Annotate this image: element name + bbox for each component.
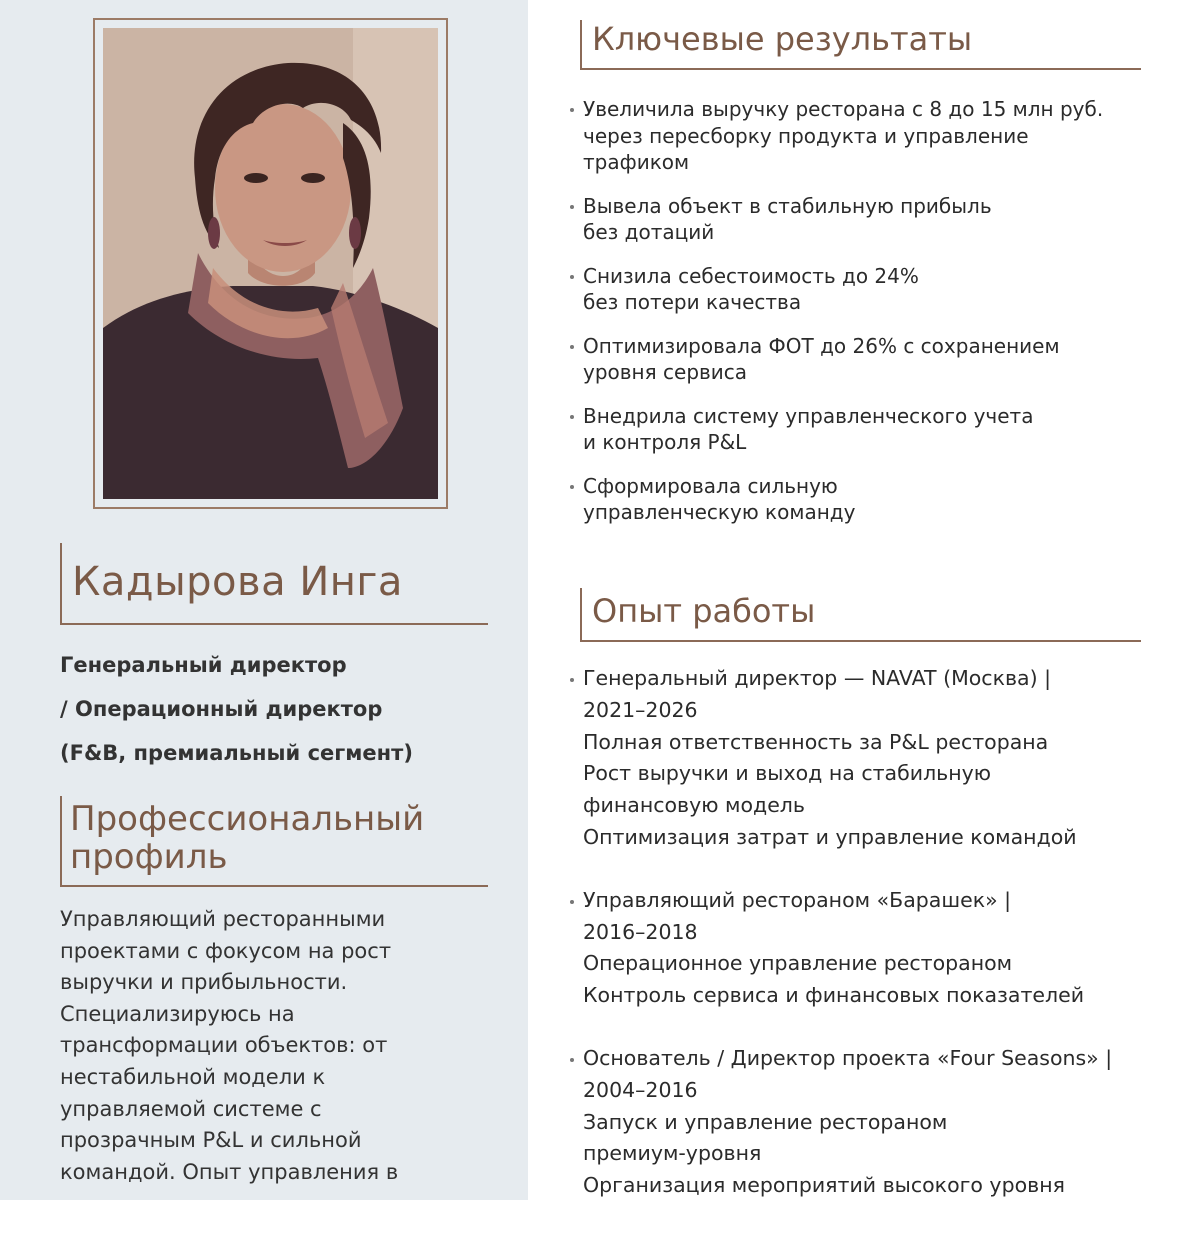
key-results-title: Ключевые результаты [592, 20, 973, 58]
result-item: Увеличила выручку ресторана с 8 до 15 млн руб. через пересборку продукта и управление трафиком [570, 96, 1170, 176]
profile-summary-line: нестабильной модели к [60, 1064, 326, 1089]
professional-profile-title: Профессиональный профиль [70, 799, 425, 877]
result-item: Внедрила систему управленческого учета и контроля P&L [570, 403, 1170, 456]
portrait-frame [93, 18, 448, 509]
profile-summary-line: Специализируюсь на [60, 1001, 295, 1026]
work-experience-list [570, 663, 1190, 1233]
experience-item: Управляющий рестораном «Барашек» | 2016–2018 Операционное управление рестораном Контроль сервиса и финансовых показателей [570, 885, 1190, 1012]
bullet-icon [570, 900, 574, 904]
bullet-icon [570, 678, 574, 682]
key-results-heading [580, 20, 1141, 70]
bullet-icon [570, 415, 574, 419]
portrait-photo [103, 28, 438, 499]
professional-profile-heading [60, 796, 488, 887]
result-item: Снизила себестоимость до 24% без потери качества [570, 263, 1170, 316]
bullet-icon [570, 345, 574, 349]
profile-summary-line: выручки и прибыльности. [60, 970, 348, 995]
result-item: Оптимизировала ФОТ до 26% с сохранением уровня сервиса [570, 333, 1170, 386]
profile-summary-line: трансформации объектов: от [60, 1033, 388, 1058]
bullet-icon [570, 275, 574, 279]
name-heading [60, 543, 488, 625]
person-name: Кадырова Инга [72, 559, 403, 605]
profile-summary-line: командой. Опыт управления в [60, 1159, 399, 1184]
profile-summary [60, 904, 500, 1188]
key-results-list [570, 96, 1170, 543]
bullet-icon [570, 1058, 574, 1062]
job-title-line-1: Генеральный директор [60, 653, 347, 677]
result-item: Сформировала сильную управленческую команду [570, 473, 1170, 526]
profile-summary-line: Управляющий ресторанными [60, 907, 386, 931]
experience-item: Генеральный директор — NAVAT (Москва) | 2021–2026 Полная ответственность за P&L ресторана Рост выручки и выход на стабильную финансовую модель Оптимизация затрат и управление командой [570, 663, 1190, 854]
work-experience-title: Опыт работы [592, 592, 816, 630]
result-item: Вывела объект в стабильную прибыль без дотаций [570, 193, 1170, 246]
bullet-icon [570, 108, 574, 112]
profile-summary-line: прозрачным P&L и сильной [60, 1128, 362, 1153]
job-title-line-3: (F&B, премиальный сегмент) [60, 741, 413, 765]
bullet-icon [570, 485, 574, 489]
profile-summary-line: проектами с фокусом на рост [60, 938, 392, 963]
job-title-line-2: / Операционный директор [60, 697, 383, 721]
profile-summary-line: управляемой системе с [60, 1096, 322, 1121]
bullet-icon [570, 205, 574, 209]
experience-item: Основатель / Директор проекта «Four Seasons» | 2004–2016 Запуск и управление рестораном премиум-уровня Организация мероприятий высокого уровня [570, 1043, 1190, 1202]
work-experience-heading [580, 588, 1141, 642]
